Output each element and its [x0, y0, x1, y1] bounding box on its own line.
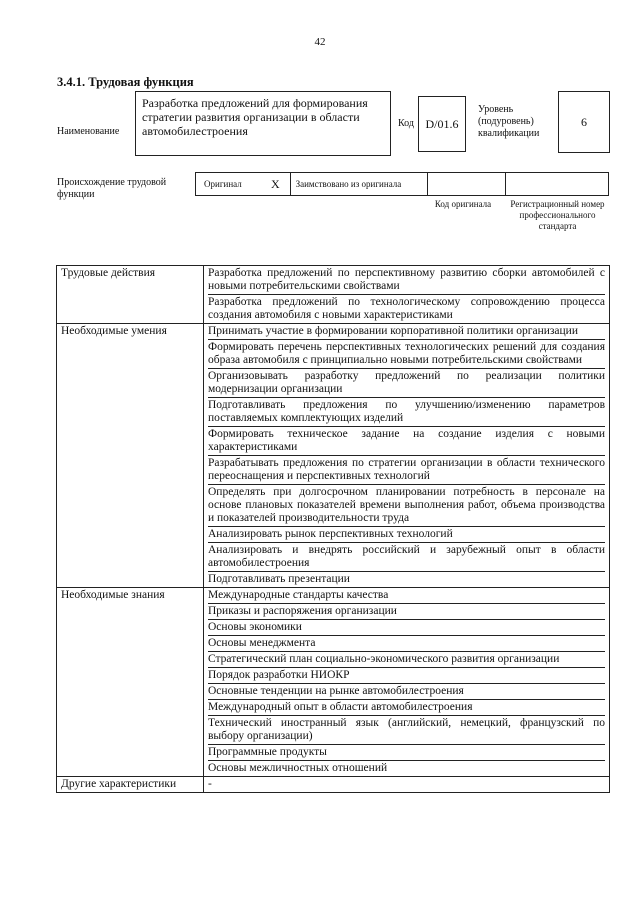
list-item: Основные тенденции на рынке автомобилестроения [208, 684, 605, 700]
code-original-caption: Код оригинала [434, 199, 492, 209]
table-row [57, 588, 610, 777]
function-name-box: Разработка предложений для формирования стратегии развития организации в области автомобилестроения [135, 91, 391, 156]
borrowed-label: Заимствовано из оригинала [295, 179, 402, 189]
list-item: Основы менеджмента [208, 636, 605, 652]
list-item: Стратегический план социально-экономического развития организации [208, 652, 605, 668]
section-title: 3.4.1. Трудовая функция [57, 75, 194, 89]
category-label: Другие характеристики [61, 778, 177, 790]
origin-label: Происхождение трудовой функции [57, 177, 167, 200]
list-item: Анализировать рынок перспективных технологий [208, 527, 605, 543]
origin-row [195, 172, 609, 196]
category-label: Трудовые действия [61, 267, 156, 279]
list-item: Приказы и распоряжения организации [208, 604, 605, 620]
page-number: 42 [314, 36, 326, 48]
origin-code-cell [428, 173, 506, 195]
list-item: Основы межличностных отношений [208, 762, 388, 774]
list-item: Принимать участие в формировании корпоративной политики организации [208, 324, 605, 340]
code-label: Код [398, 118, 414, 129]
items-cell [204, 266, 610, 324]
origin-original-cell [196, 173, 291, 195]
items-cell [204, 777, 610, 793]
list-item: Организовывать разработку предложений по реализации политики модернизации организации [208, 369, 605, 398]
category-label: Необходимые умения [61, 325, 167, 337]
list-item: Международный опыт в области автомобилестроения [208, 700, 605, 716]
list-item: Программные продукты [208, 745, 605, 761]
category-cell [57, 777, 204, 793]
list-item: Формировать перечень перспективных технологических решений для создания образа автомобиля с принципиально новыми потребительскими свойствами [208, 340, 605, 369]
category-cell [57, 324, 204, 588]
list-item: Разработка предложений по перспективному развитию сборки автомобилей с новыми потребительскими свойствами [208, 266, 605, 295]
origin-borrowed-cell [291, 173, 428, 195]
list-item: Технический иностранный язык (английский, немецкий, французский по выбору организации) [208, 716, 605, 745]
items-cell [204, 588, 610, 777]
list-item: Порядок разработки НИОКР [208, 668, 605, 684]
level-label: Уровень (подуровень) квалификации [478, 104, 540, 139]
table-row [57, 266, 610, 324]
category-cell [57, 588, 204, 777]
reg-number-caption: Регистрационный номер профессионального стандарта [510, 199, 605, 231]
labor-function-table [56, 265, 610, 793]
origin-reg-cell [506, 173, 608, 195]
list-item: Основы экономики [208, 620, 605, 636]
items-cell [204, 324, 610, 588]
list-item: Определять при долгосрочном планировании потребность в персонале на основе плановых показателей времени выполнения работ, объема производства и показателей производительности труда [208, 485, 605, 527]
list-item: Разработка предложений по технологическому сопровождению процесса создания автомобиля с новыми характеристиками [208, 296, 605, 321]
qualification-level-box: 6 [558, 91, 610, 153]
category-cell [57, 266, 204, 324]
list-item: Анализировать и внедрять российский и зарубежный опыт в области автомобилестроения [208, 543, 605, 572]
name-label: Наименование [57, 126, 120, 137]
list-item: Подготавливать предложения по улучшению/изменению параметров поставляемых комплектующих изделий [208, 398, 605, 427]
original-label: Оригинал [204, 179, 242, 189]
list-item: - [208, 778, 212, 790]
function-code-box: D/01.6 [418, 96, 466, 152]
original-mark: X [270, 176, 280, 191]
table-row [57, 777, 610, 793]
category-label: Необходимые знания [61, 589, 165, 601]
list-item: Разрабатывать предложения по стратегии организации в области технического переоснащения и перспективных технологий [208, 456, 605, 485]
list-item: Подготавливать презентации [208, 573, 350, 585]
list-item: Международные стандарты качества [208, 588, 605, 604]
table-row [57, 324, 610, 588]
list-item: Формировать техническое задание на создание изделия с новыми характеристиками [208, 427, 605, 456]
